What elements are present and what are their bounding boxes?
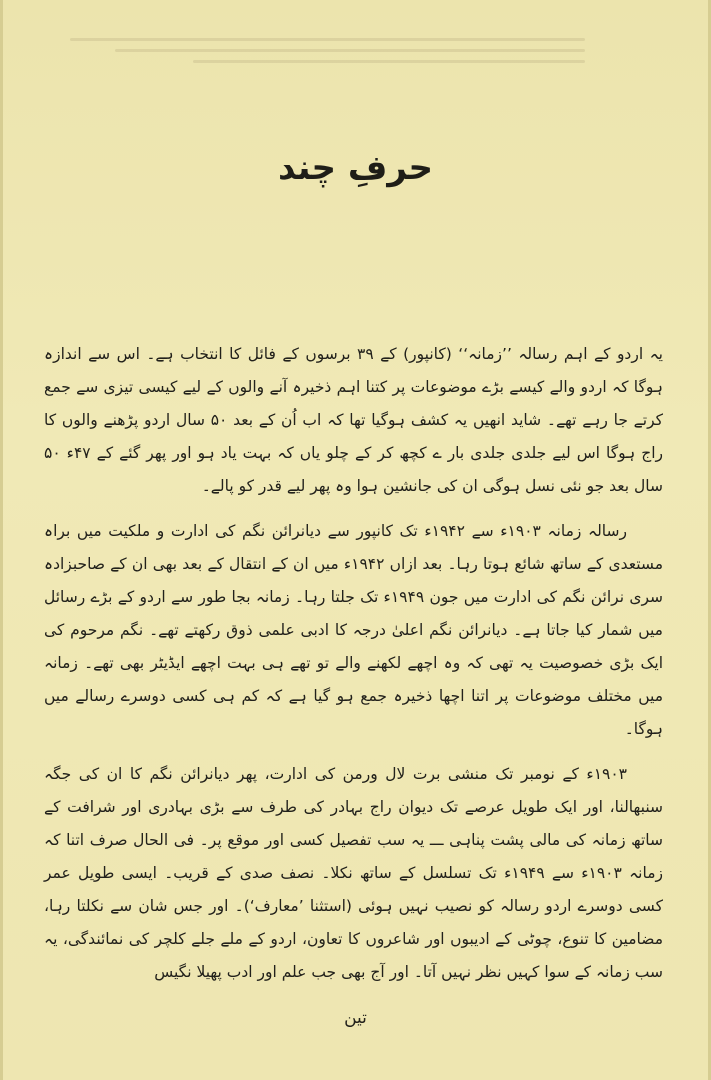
paragraph-2: رسالہ زمانہ ۱۹۰۳ء سے ۱۹۴۲ء تک کانپور سے دیانرائن نگم کی ادارت و ملکیت میں براہ مستعدی کے ساتھ شائع ہوتا رہا۔ بعد ازاں ۱۹۴۲ء میں ان کے انتقال کے بعد بھی ان کے صاحبزادہ سری نرائن نگم کی ادارت میں جون ۱۹۴۹ء تک جلتا رہا۔ زمانہ بجا طور سے اردو کے بڑے رسائل میں شمار کیا جاتا ہے۔ دیانرائن نگم اعلیٰ درجہ کا ادبی علمی ذوق رکھتے تھے۔ نگم مرحوم کی ایک بڑی خصوصیت یہ تھی کہ وہ اچھے لکھنے والے تو تھے ہی بہت اچھے ایڈیٹر بھی تھے۔ زمانہ میں مختلف موضوعات پر اتنا اچھا ذخیرہ جمع ہو گیا ہے کہ کم ہی کسی دوسرے رسالے میں ہوگا۔ [44,522,664,738]
page-number: تین [344,1008,367,1028]
show-through-text [70,30,630,90]
paragraph-3: ۱۹۰۳ء کے نومبر تک منشی برت لال ورمن کی ادارت، پھر دیانرائن نگم کا ان کی جگہ سنبھالنا، اور ایک طویل عرصے تک دیوان راج بہادر کی طرف سے بڑی بہادری اور شرافت کے ساتھ زمانہ کی مالی پشت پناہی ـــ یہ سب تفصیل کسی اور موقع پر۔ فی الحال صرف اتنا کہ زمانہ ۱۹۰۳ء سے ۱۹۴۹ء تک تسلسل کے ساتھ نکلا۔ نصف صدی کے قریب۔ ایسی طویل عمر کسی دوسرے اردو رسالہ کو نصیب نہیں ہوئی (استثنا ’معارف‘)۔ اور جس شان سے نکلتا رہا، مضامین کا تنوع، چوٹی کے ادیبوں اور شاعروں کا تعاون، اردو کے ملے جلے کلچر کی نمائندگی، یہ سب زمانہ کے سوا کہیں نظر نہیں آتا۔ اور آج بھی جب علم اور ادب پھیلا نگیس [44,765,663,981]
body-text [44,338,663,1001]
paragraph-1: یہ اردو کے اہم رسالہ ’’زمانہ‘‘ (کانپور) کے ۳۹ برسوں کے فائل کا انتخاب ہے۔ اس سے اندازہ ہوگا کہ اردو والے کیسے بڑے موضوعات پر کتنا اہم ذخیرہ آنے والوں کے لیے کیسی تیزی سے جمع کرتے جا رہے تھے۔ شاید انھیں یہ کشف ہوگیا تھا کہ اب اُن کے بعد ۵۰ سال اردو پڑھنے والوں کا راج ہوگا اس لیے جلدی جلدی بار ے کچھ کر کے چلو یاں کہ بہت یاد ہو اور پھر گئے کے ۴۷ء ۵۰ سال بعد جو نئی نسل ہوگی ان کی جانشین ہوا وہ پھر لیے قدر کو پالے۔ [44,345,664,495]
page-title: حرفِ چند [277,148,433,188]
